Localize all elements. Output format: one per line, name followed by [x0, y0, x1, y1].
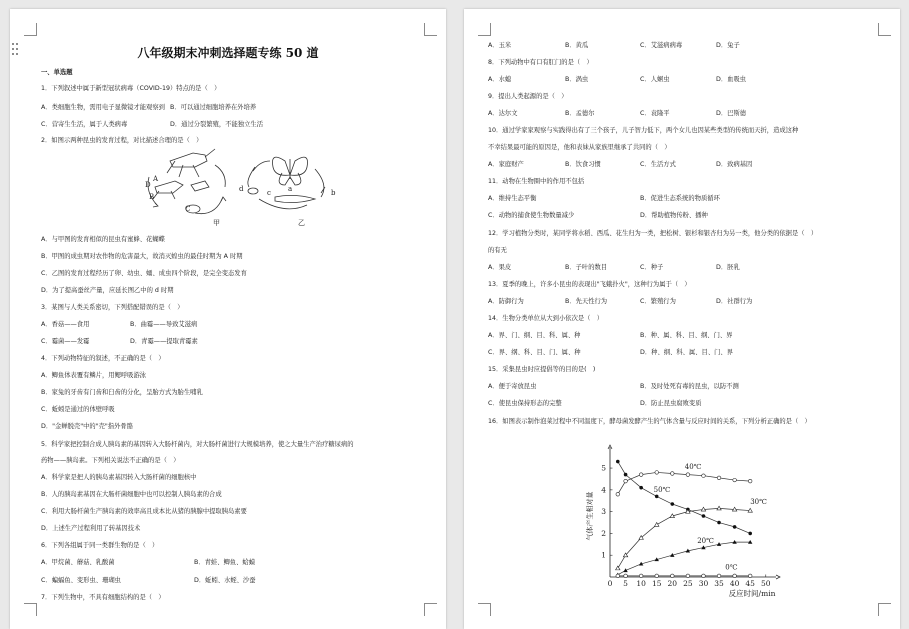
series-label: 40℃	[684, 463, 702, 472]
q9-option-a: A．达尔文	[488, 110, 518, 117]
fig-label-right-a: a	[288, 185, 293, 193]
q7-option-b: B．黄瓜	[565, 42, 589, 49]
q13-option-c: C．繁殖行为	[640, 298, 676, 305]
data-point	[624, 479, 628, 483]
fig-label-right-c: c	[267, 189, 271, 197]
document-title: 八年级期末冲刺选择题专练 50 道	[137, 46, 319, 60]
crop-mark	[878, 23, 891, 36]
data-point	[616, 574, 620, 578]
document-page-right	[464, 9, 900, 629]
x-tick-label: 25	[683, 579, 693, 588]
y-tick-label: 5	[601, 463, 606, 473]
question-5: 5．科学家把控制合成人胰岛素的基因转入大肠杆菌内，对大肠杆菌进行大规模培养，使之大量生产治疗糖尿病的	[41, 441, 354, 448]
q1-option-a: A．类细胞生物，需用电子显微镜才能观察到	[41, 104, 165, 111]
series-line	[618, 462, 750, 534]
data-point	[686, 574, 690, 578]
drag-handle-icon[interactable]	[12, 43, 20, 57]
q1-option-c: C．营寄生生活，属于人类病毒	[41, 121, 128, 128]
y-tick-label: 4	[601, 485, 606, 495]
y-tick-label: 1	[601, 550, 606, 560]
x-tick-label: 45	[745, 579, 755, 588]
chart-series	[616, 460, 753, 578]
question-12-cont: 的有无	[488, 247, 507, 254]
data-point	[655, 574, 659, 578]
section-heading: 一、单选题	[41, 69, 73, 76]
data-point	[616, 566, 620, 570]
q14-option-d: D．种、纲、科、属、目、门、界	[640, 349, 734, 356]
q10-option-b: B．饮食习惯	[565, 161, 601, 168]
q3-option-d: D．青霉——提取青霉素	[130, 338, 198, 345]
question-15: 15．采集昆虫时应提倡等的目的是( )	[488, 366, 596, 373]
fig-label-left-b: B	[149, 193, 155, 201]
question-2: 2．如图示两种昆虫的发育过程，对比描述合理的是（ ）	[41, 137, 203, 144]
question-10: 10．通过学家家观察与实践得出有了三个孩子，儿子智力低下，两个女儿也因某些类型的传统而天折，造成这种	[488, 127, 799, 134]
question-10-cont: 不幸结果最可能的原因是，他和表妹从家族里继承了共同的（ ）	[488, 144, 671, 151]
q10-option-c: C．生活方式	[640, 161, 676, 168]
grasshopper-illustration	[148, 149, 226, 214]
q7-option-d: D．兔子	[716, 42, 740, 49]
data-point	[702, 574, 706, 578]
data-point	[702, 474, 706, 478]
q4-option-b: B．家兔的牙齿有门齿和臼齿的分化，呈胎方式为胎生哺乳	[41, 389, 203, 396]
x-tick-label: 50	[760, 579, 771, 588]
fig-label-left-c: C	[185, 205, 191, 213]
question-6: 6．下列各组属于同一类群生物的是（ ）	[41, 542, 159, 549]
y-tick-label: 3	[601, 507, 606, 517]
q11-option-d: D．帮助植物传粉、播种	[640, 212, 708, 219]
x-axis-arrow	[776, 575, 780, 579]
q11-option-c: C．动物的捕食使生物数量减少	[488, 212, 575, 219]
q6-option-d: D．蚯蚓、水蛭、沙蚕	[194, 577, 256, 584]
x-tick-label: 15	[651, 579, 662, 588]
y-axis-label: 气体产生相对量	[586, 491, 594, 541]
x-tick-label: 30	[698, 579, 709, 588]
x-axis-label: 反应时间/min	[728, 589, 776, 597]
series-label: 0℃	[725, 563, 738, 572]
data-point	[655, 523, 659, 527]
question-1: 1．下列叙述中属于新型冠状病毒（COVID-19）特点的是（ ）	[41, 85, 221, 92]
data-point	[717, 476, 721, 480]
data-point	[733, 478, 737, 482]
data-point	[671, 472, 675, 476]
q8-option-d: D．血吸虫	[716, 76, 747, 83]
series-30℃	[616, 506, 753, 570]
q3-option-a: A．香菇——食用	[41, 321, 90, 328]
question-3: 3．某图与人类关系密切，下列搭配错误的是（ ）	[41, 304, 184, 311]
crop-mark	[424, 603, 437, 616]
q4-option-a: A．鲫鱼体表覆有鳞片，用鳃呼吸游泳	[41, 372, 147, 379]
q8-option-b: B．涡虫	[565, 76, 589, 83]
question-11: 11．动物在生物圈中的作用不包括	[488, 178, 585, 185]
data-point	[655, 471, 659, 475]
fig-label-right-d: d	[239, 185, 244, 193]
x-tick-label: 0	[607, 579, 613, 588]
q10-option-d: D．致病基因	[716, 161, 753, 168]
x-tick-label: 40	[729, 579, 740, 588]
document-page-left	[10, 9, 446, 629]
data-point	[639, 486, 643, 490]
data-point	[733, 574, 737, 578]
q11-option-a: A．维持生态平衡	[488, 195, 537, 202]
x-tick-label: 20	[667, 579, 678, 588]
data-point	[655, 495, 659, 499]
data-point	[748, 532, 752, 536]
data-point	[717, 574, 721, 578]
q15-option-a: A．便于寄放昆虫	[488, 383, 537, 390]
question-8: 8．下列动物中有口有肛门的是（ ）	[488, 59, 593, 66]
q6-option-c: C．蝙蝠鱼、变形虫、珊瑚虫	[41, 577, 121, 584]
q1-option-b: B．可以通过细胞培养在外培养	[170, 104, 257, 111]
series-line	[618, 508, 750, 568]
q13-option-a: A．防御行为	[488, 298, 524, 305]
crop-mark	[24, 23, 37, 36]
q13-option-b: B．先天性行为	[565, 298, 608, 305]
crop-mark	[24, 603, 37, 616]
series-label: 30℃	[750, 498, 767, 507]
data-point	[616, 492, 620, 496]
data-point	[671, 574, 675, 578]
q5-option-d: D．上述生产过程利用了转基因技术	[41, 525, 141, 532]
q5-option-b: B．人的胰岛素基因在大肠杆菌细胞中也可以控制人胰岛素的合成	[41, 491, 222, 498]
x-tick-label: 35	[714, 579, 724, 588]
question-7: 7．下列生物中，不具有细胞结构的是（ ）	[41, 594, 165, 601]
q6-option-a: A．甲烷菌、蘑菇、乳酸菌	[41, 559, 115, 566]
q2-option-d: D．为了提高蚕丝产量，应延长图乙中的 d 时期	[41, 287, 174, 294]
q2-option-b: B．甲图的成虫期对农作物的危害最大，故消灭蝗虫的最佳时期为 A 时期	[41, 253, 243, 260]
data-point	[717, 506, 721, 510]
q5-option-a: A．科学家是把人的胰岛素基因转入大肠杆菌的细胞核中	[41, 474, 197, 481]
question-9: 9．提出人类起源的是（ ）	[488, 93, 568, 100]
fig-label-left-d: D	[145, 181, 151, 189]
x-tick-label: 10	[636, 579, 646, 588]
q13-option-d: D．社群行为	[716, 298, 753, 305]
data-point	[733, 525, 737, 529]
crop-mark	[424, 23, 437, 36]
q7-option-c: C．艾滋病病毒	[640, 42, 683, 49]
q9-option-b: B．孟德尔	[565, 110, 595, 117]
q8-option-c: C．人蛔虫	[640, 76, 670, 83]
q11-option-b: B．促进生态系统的物质循环	[640, 195, 720, 202]
q10-option-a: A．家庭财产	[488, 161, 524, 168]
fig-label-right-b: b	[331, 189, 336, 197]
question-12: 12．学习植物分类时，某同学将水稻、西瓜、花生归为一类，把松树、银杉和银杏归为另一类，他分类的依据是（ ）	[488, 230, 818, 237]
q2-option-c: C．乙图的发育过程经历了卵、幼虫、蛹、成虫四个阶段，是完全变态发育	[41, 270, 247, 277]
question-14: 14．生物分类单位从大到小依次是（ ）	[488, 315, 604, 322]
q15-option-d: D．防止昆虫腐败变质	[640, 400, 702, 407]
fermentation-gas-chart	[582, 437, 792, 597]
q9-option-d: D．巴斯德	[716, 110, 747, 117]
insect-development-figure	[135, 147, 350, 227]
question-13: 13．夏季的晚上，许多小昆虫的表现出"飞蛾扑火"，这种行为属于（ ）	[488, 281, 691, 288]
q3-option-b: B．曲霉——导致艾滋病	[130, 321, 198, 328]
data-point	[616, 460, 620, 464]
q5-option-c: C．利用大肠杆菌生产胰岛素的效率高且成本比从猪的胰腺中提取胰岛素要	[41, 508, 247, 515]
q9-option-c: C．袁隆平	[640, 110, 670, 117]
data-point	[624, 574, 628, 578]
q12-option-c: C．种子	[640, 264, 664, 271]
x-tick-label: 5	[623, 579, 628, 588]
data-point	[671, 502, 675, 506]
q15-option-c: C．使昆虫保持形态的完整	[488, 400, 562, 407]
q12-option-a: A．果皮	[488, 264, 512, 271]
series-line	[618, 472, 750, 494]
q14-option-a: A．界、门、纲、目、科、属、种	[488, 332, 581, 339]
q14-option-b: B．种、属、科、目、纲、门、界	[640, 332, 733, 339]
q6-option-b: B．青蛙、鲫鱼、蛤蟆	[194, 559, 255, 566]
fig-label-yi: 乙	[298, 219, 305, 227]
data-point	[717, 521, 721, 525]
q12-option-b: B．子叶的数目	[565, 264, 608, 271]
y-tick-label: 2	[601, 528, 606, 538]
q2-option-a: A．与甲图的发育相似的昆虫有蜜蜂、花蝴蝶	[41, 236, 165, 243]
crop-mark	[878, 603, 891, 616]
crop-mark	[478, 603, 491, 616]
question-4: 4．下列动物特征的叙述，不正确的是（ ）	[41, 355, 165, 362]
fig-label-left-a: A	[153, 175, 159, 183]
question-16: 16．如图表示制作泡菜过程中不同温度下，酵母菌发酵产生的气体含量与反应时间的关系，下列分析正确的是（ ）	[488, 418, 811, 425]
data-point	[748, 574, 752, 578]
q3-option-c: C．霉菌——发霉	[41, 338, 90, 345]
crop-mark	[478, 23, 491, 36]
q15-option-b: B．及时处死有毒的昆虫，以防不测	[640, 383, 739, 390]
data-point	[624, 473, 628, 477]
series-label: 20℃	[697, 537, 714, 546]
series-label: 50℃	[653, 486, 671, 495]
q1-option-d: D．通过分裂繁殖，不能独立生活	[170, 121, 264, 128]
data-point	[639, 473, 643, 477]
q12-option-d: D．胚乳	[716, 264, 740, 271]
butterfly-illustration	[248, 157, 325, 209]
fig-label-jia: 甲	[213, 219, 220, 227]
data-point	[748, 479, 752, 483]
data-point	[639, 574, 643, 578]
q4-option-d: D．"金蝉脱壳"中的"壳"指外骨骼	[41, 423, 133, 430]
q14-option-c: C．界、纲、科、目、门、属、种	[488, 349, 581, 356]
q8-option-a: A．水螅	[488, 76, 512, 83]
q7-option-a: A．玉米	[488, 42, 512, 49]
data-point	[686, 473, 690, 477]
question-5-cont: 药物——胰岛素。下列相关说法不正确的是（ ）	[41, 457, 180, 464]
q4-option-c: C．蚯蚓是通过的体壁呼吸	[41, 406, 115, 413]
data-point	[702, 514, 706, 518]
